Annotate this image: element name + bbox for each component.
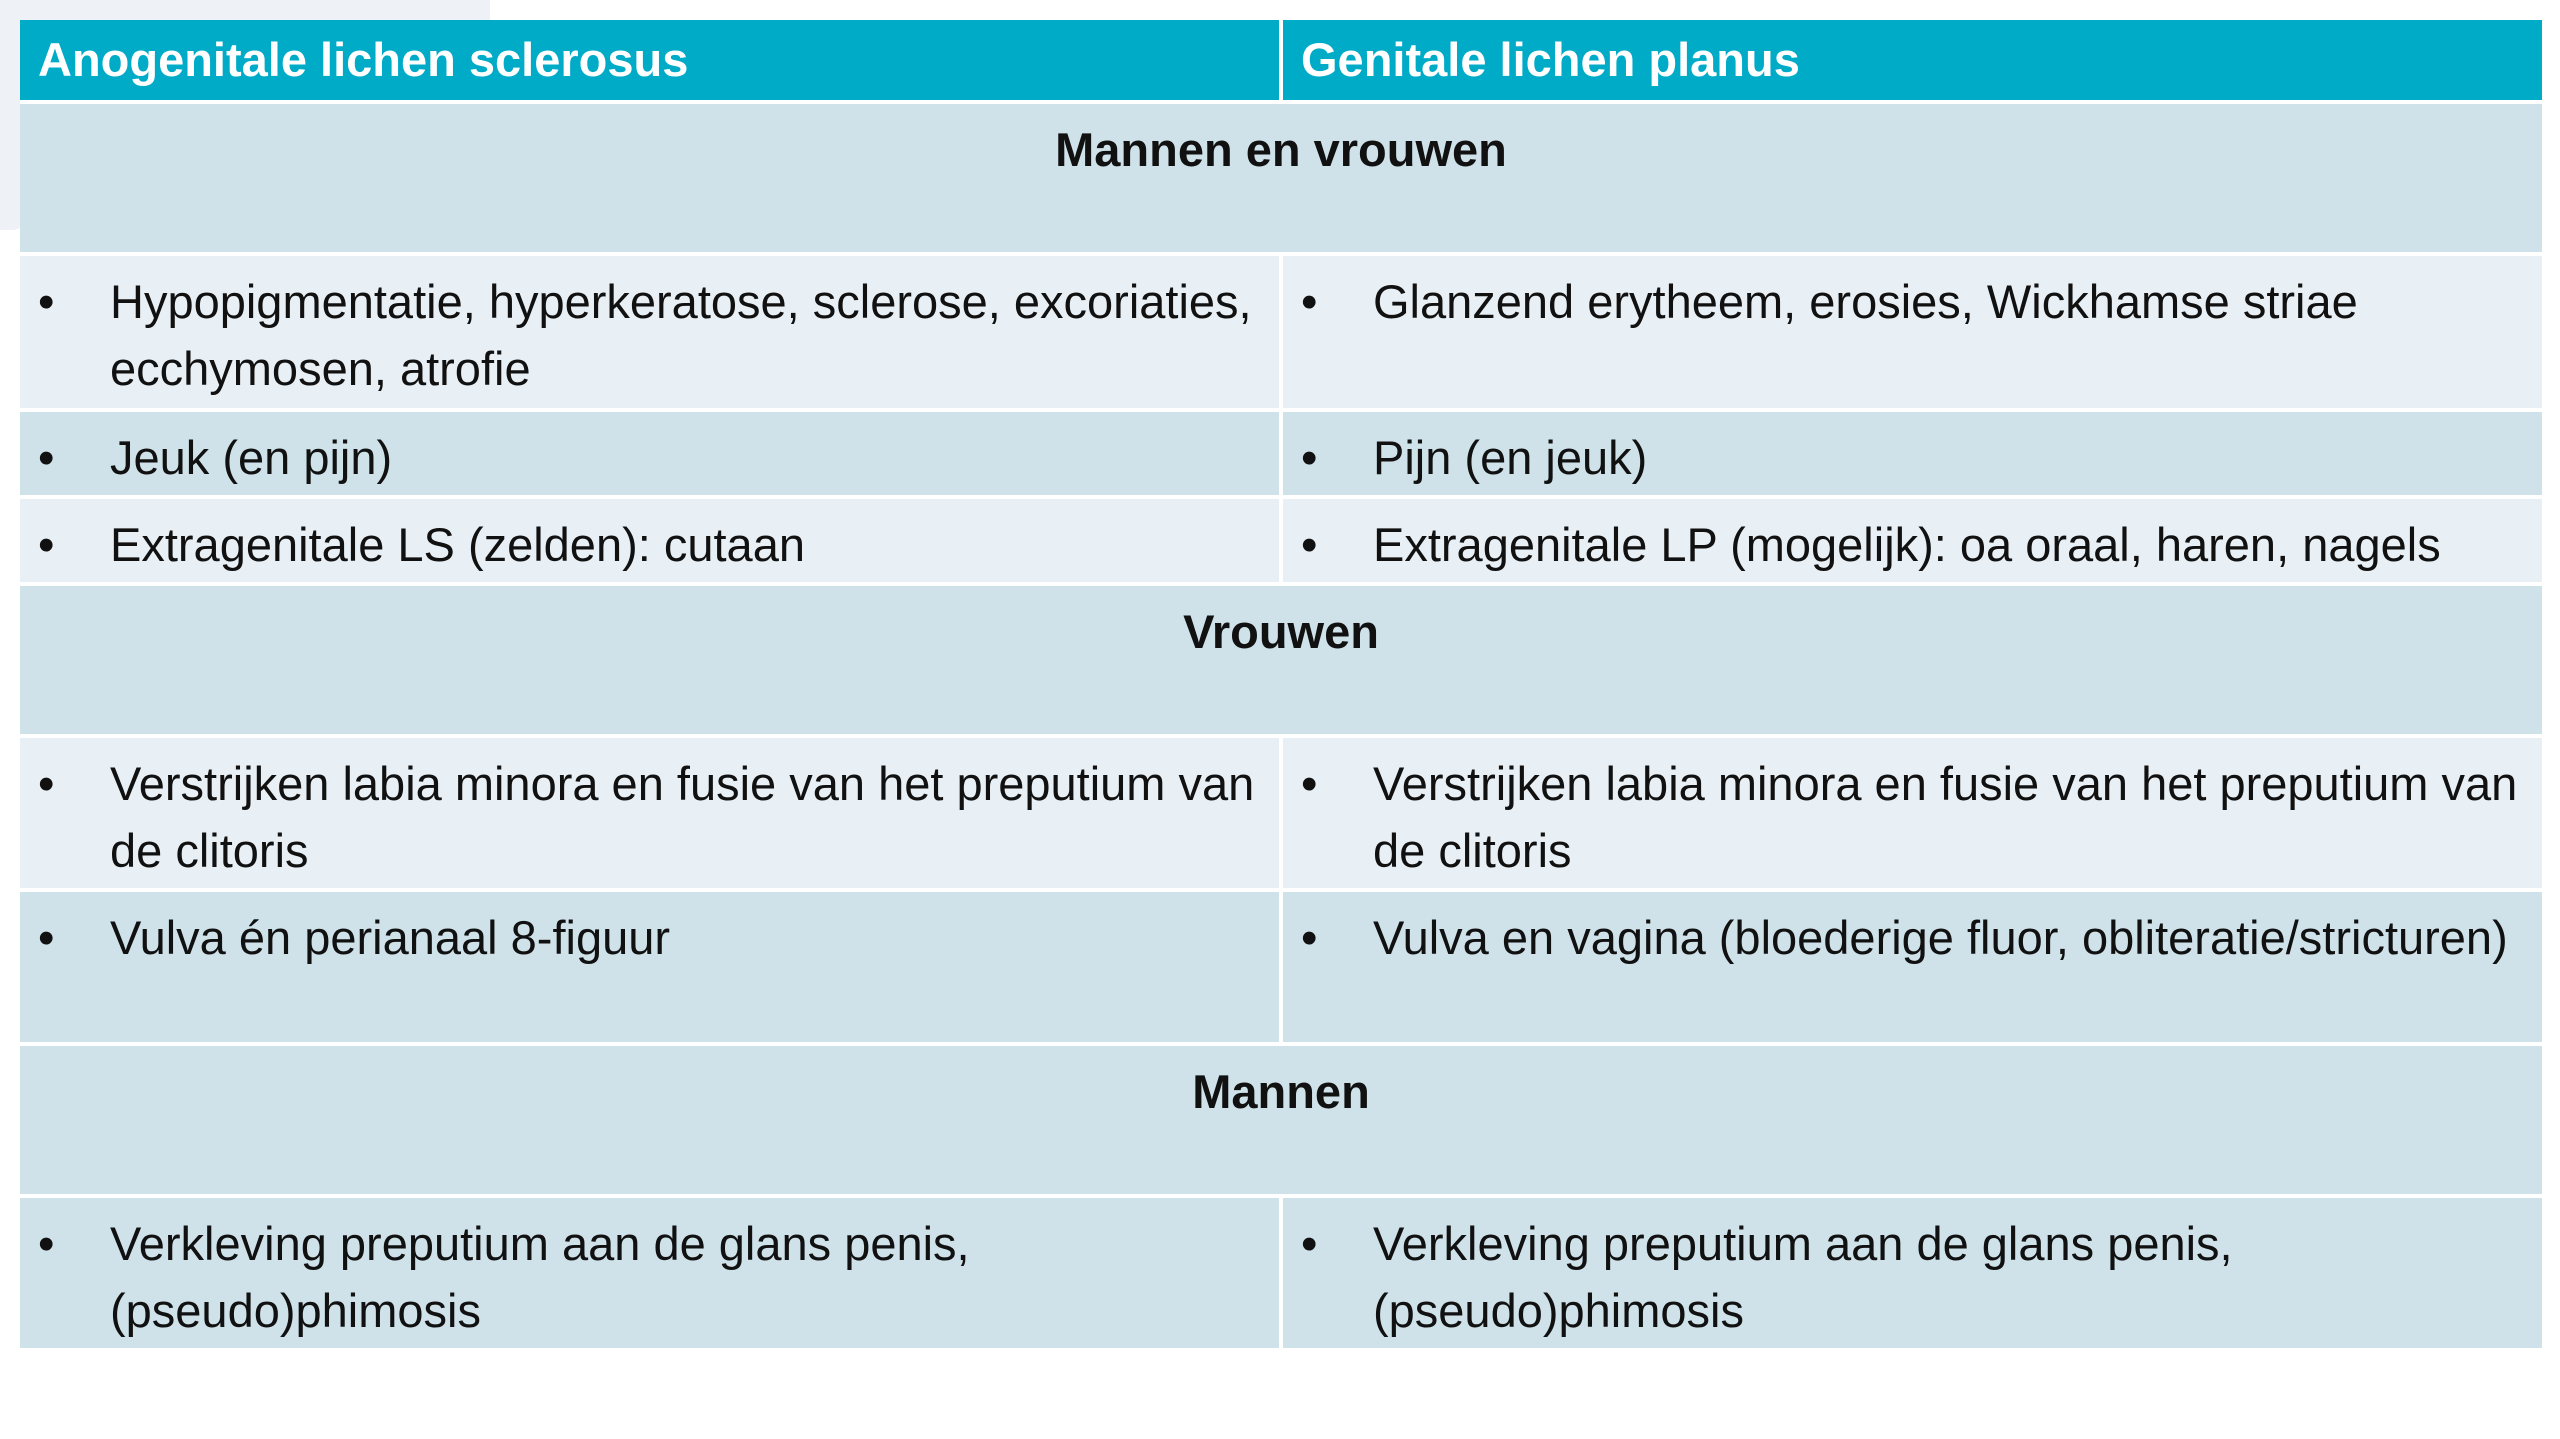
table-cell [20, 1198, 1279, 1348]
header-lichen-planus: Genitale lichen planus [1283, 20, 2542, 100]
bullet-icon: • [1301, 275, 1318, 328]
section-heading-mannen: Mannen [20, 1046, 2542, 1194]
cell-text: Verstrijken labia minora en fusie van het preputium van de clitoris [1373, 757, 2518, 877]
table-cell [1283, 892, 2542, 1042]
bullet-icon: • [38, 518, 55, 571]
table-cell [1283, 256, 2542, 408]
bullet-icon: • [38, 1217, 55, 1270]
cell-text: Verkleving preputium aan de glans penis, (pseudo)phimosis [1373, 1217, 2233, 1337]
bullet-icon: • [1301, 431, 1318, 484]
cell-text: Glanzend erytheem, erosies, Wickhamse striae [1373, 275, 2358, 328]
section-heading-vrouwen: Vrouwen [20, 586, 2542, 734]
comparison-table [20, 20, 2542, 1348]
cell-text: Extragenitale LP (mogelijk): oa oraal, haren, nagels [1373, 518, 2441, 571]
header-lichen-sclerosus: Anogenitale lichen sclerosus [20, 20, 1279, 100]
cell-text: Hypopigmentatie, hyperkeratose, sclerose, excoriaties, ecchymosen, atrofie [110, 275, 1252, 395]
cell-text: Verstrijken labia minora en fusie van het preputium van de clitoris [110, 757, 1255, 877]
table-cell [1283, 738, 2542, 888]
cell-text: Vulva en vagina (bloederige fluor, obliteratie/stricturen) [1373, 911, 2508, 964]
section-heading-mannen-en-vrouwen: Mannen en vrouwen [20, 104, 2542, 252]
table-cell [20, 892, 1279, 1042]
bullet-icon: • [1301, 911, 1318, 964]
cell-text: Verkleving preputium aan de glans penis, (pseudo)phimosis [110, 1217, 970, 1337]
cell-text: Jeuk (en pijn) [110, 431, 393, 484]
bullet-icon: • [38, 275, 55, 328]
cell-text: Vulva én perianaal 8-figuur [110, 911, 671, 964]
table-cell [20, 499, 1279, 582]
table-cell [1283, 499, 2542, 582]
bullet-icon: • [1301, 518, 1318, 571]
cell-text: Pijn (en jeuk) [1373, 431, 1648, 484]
bullet-icon: • [38, 757, 55, 810]
table-cell [20, 738, 1279, 888]
bullet-icon: • [38, 431, 55, 484]
table-cell [1283, 412, 2542, 495]
bullet-icon: • [38, 911, 55, 964]
table-cell [1283, 1198, 2542, 1348]
table-cell [20, 256, 1279, 408]
bullet-icon: • [1301, 757, 1318, 810]
cell-text: Extragenitale LS (zelden): cutaan [110, 518, 805, 571]
bullet-icon: • [1301, 1217, 1318, 1270]
table-cell [20, 412, 1279, 495]
